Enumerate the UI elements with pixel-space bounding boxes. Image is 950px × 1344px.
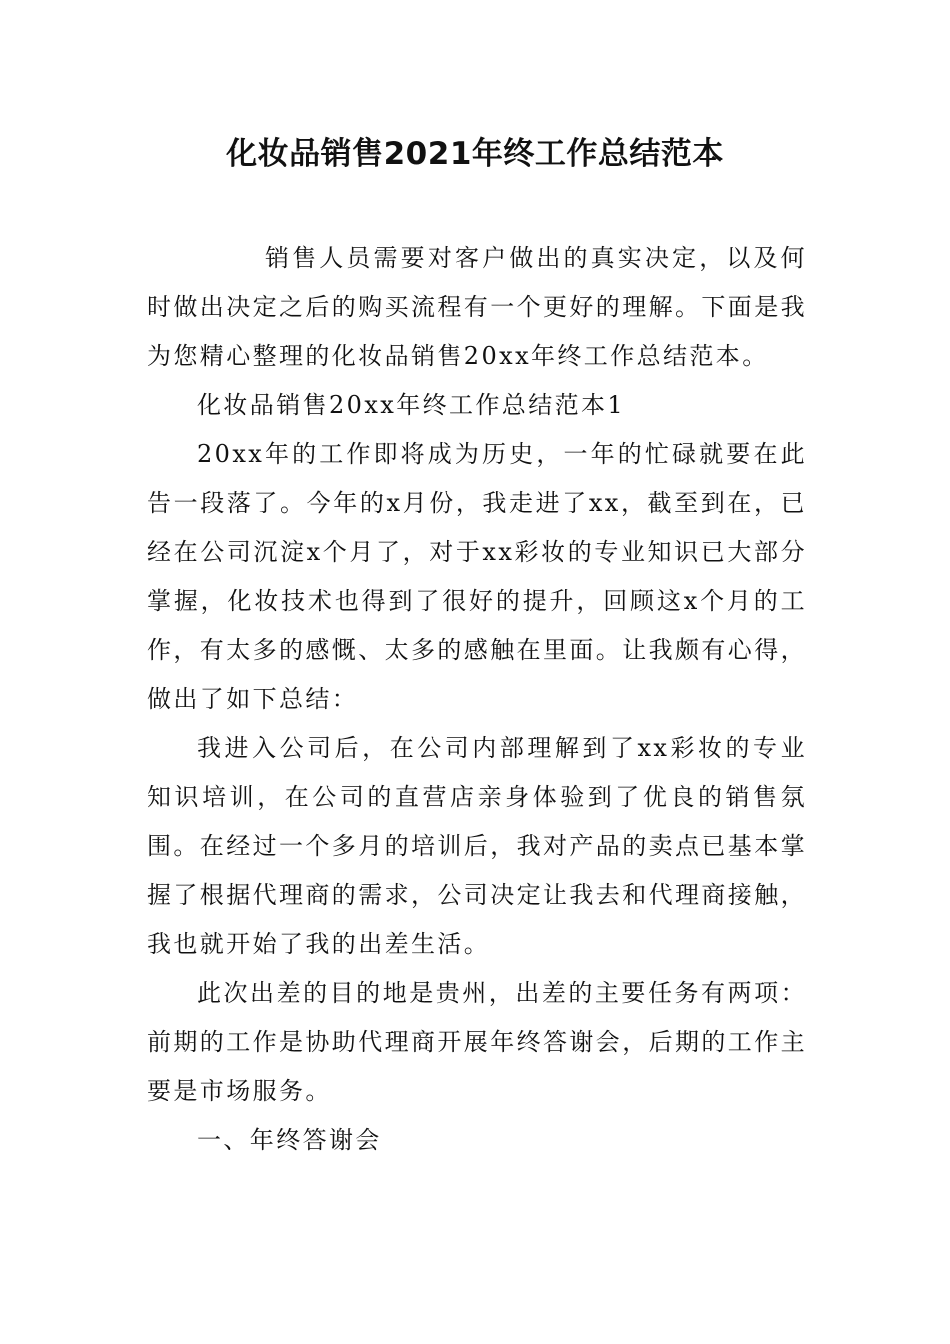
subsection-heading: 一、年终答谢会: [197, 1126, 382, 1154]
document-title: 化妆品销售2021年终工作总结范本: [226, 136, 724, 172]
body-paragraph: 我进入公司后，在公司内部理解到了xx彩妆的专业知识培训，在公司的直营店亲身体验到了优良的销售氛围。在经过一个多月的培训后，我对产品的卖点已基本掌握了根据代理商的需求，公司决定让我去和代理商接触，我也就开始了我的出差生活。: [147, 734, 807, 958]
document-body: [147, 234, 807, 1165]
body-paragraph: 此次出差的目的地是贵州，出差的主要任务有两项：前期的工作是协助代理商开展年终答谢会，后期的工作主要是市场服务。: [147, 979, 807, 1105]
section-heading: 化妆品销售20xx年终工作总结范本1: [197, 391, 626, 419]
intro-paragraph: 销售人员需要对客户做出的真实决定，以及何时做出决定之后的购买流程有一个更好的理解。下面是我为您精心整理的化妆品销售20xx年终工作总结范本。: [147, 244, 807, 370]
body-paragraph: 20xx年的工作即将成为历史，一年的忙碌就要在此告一段落了。今年的x月份，我走进了xx，截至到在，已经在公司沉淀x个月了，对于xx彩妆的专业知识已大部分掌握，化妆技术也得到了很好的提升，回顾这x个月的工作，有太多的感慨、太多的感触在里面。让我颇有心得，做出了如下总结：: [147, 440, 807, 713]
